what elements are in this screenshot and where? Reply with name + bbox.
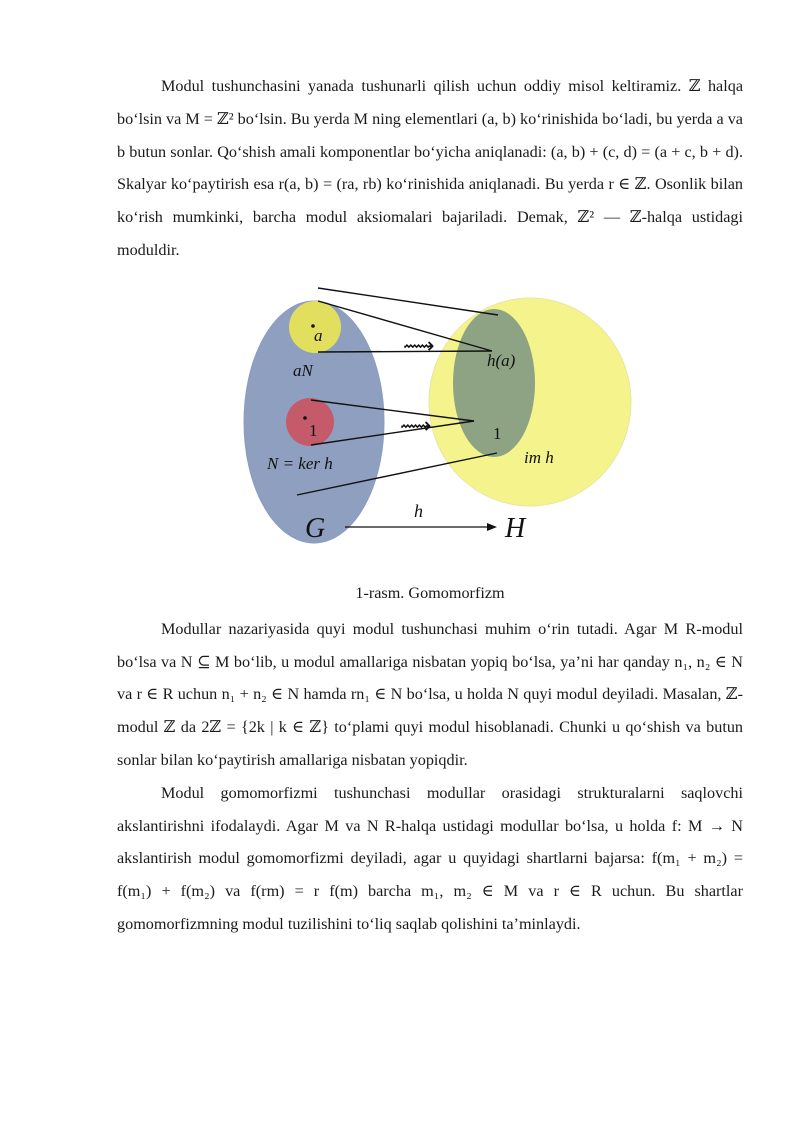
label-im-h: im h [524,447,554,467]
label-one-left: 1 [309,420,318,440]
map-arrow-head [487,523,497,531]
figure-caption: 1-rasm. Gomomorfizm [355,583,505,602]
document-page [117,70,743,941]
label-H: H [505,512,526,544]
label-kernel: N = ker h [267,453,333,473]
element-one-dot [303,416,307,420]
paragraph-homomorphism: Modul gomomorfizmi tushunchasi modullar orasidagi strukturalarni saqlovchi akslantirishni ifodalaydi. Agar M va N R-halqa ustidagi modullar bo‘lsa, u holda f: M → N akslantirish modul gomomorfizmi deyiladi, agar u quyidagi shartlarni bajarsa: f(m₁ + m₂) = f(m₁) + f(m₂) va f(rm) = r f(m) barcha m₁, m₂ ∈ M va r ∈ R uchun. Bu shartlar gomomorfizmning modul tuzilishini to‘liq saqlab qolishini ta’minlaydi. [117,783,743,933]
mapping-line [318,288,498,315]
squiggle-arrow-bottom: ⟿ [400,413,432,439]
label-G: G [305,512,326,544]
label-aN: aN [293,360,313,380]
label-h-of-a: h(a) [487,350,516,370]
label-a: a [314,325,323,345]
homomorphism-diagram [117,275,743,575]
homomorphism-figure [117,275,743,575]
squiggle-arrow-top: ⟿ [403,333,435,359]
paragraph-submodule: Modullar nazariyasida quyi modul tushunchasi muhim o‘rin tutadi. Agar M R-modul bo‘lsa va N ⊆ M bo‘lib, u modul amallariga nisbatan yopiq bo‘lsa, ya’ni har qanday n₁, n₂ ∈ N va r ∈ R uchun n₁ + n₂ ∈ N hamda rn₁ ∈ N bo‘lsa, u holda N quyi modul deyiladi. Masalan, ℤ-modul ℤ da 2ℤ = {2k | k ∈ ℤ} to‘plami quyi modul hisoblanadi. Chunki u qo‘shish va butun sonlar bilan ko‘paytirish amallariga nisbatan yopiqdir. [117,619,743,769]
label-h-map: h [414,500,423,521]
label-one-right: 1 [493,423,502,443]
paragraph-module-example: Modul tushunchasini yanada tushunarli qilish uchun oddiy misol keltiramiz. ℤ halqa bo‘lsin va M = ℤ² bo‘lsin. Bu yerda M ning elementlari (a, b) ko‘rinishida bo‘ladi, bu yerda a va b butun sonlar. Qo‘shish amali komponentlar bo‘yicha aniqlanadi: (a, b) + (c, d) = (a + c, b + d). Skalyar ko‘paytirish esa r(a, b) = (ra, rb) ko‘rinishida aniqlanadi. Bu yerda r ∈ ℤ. Osonlik bilan ko‘rish mumkinki, barcha modul aksiomalari bajariladi. Demak, ℤ² — ℤ-halqa ustidagi moduldir. [117,77,743,259]
